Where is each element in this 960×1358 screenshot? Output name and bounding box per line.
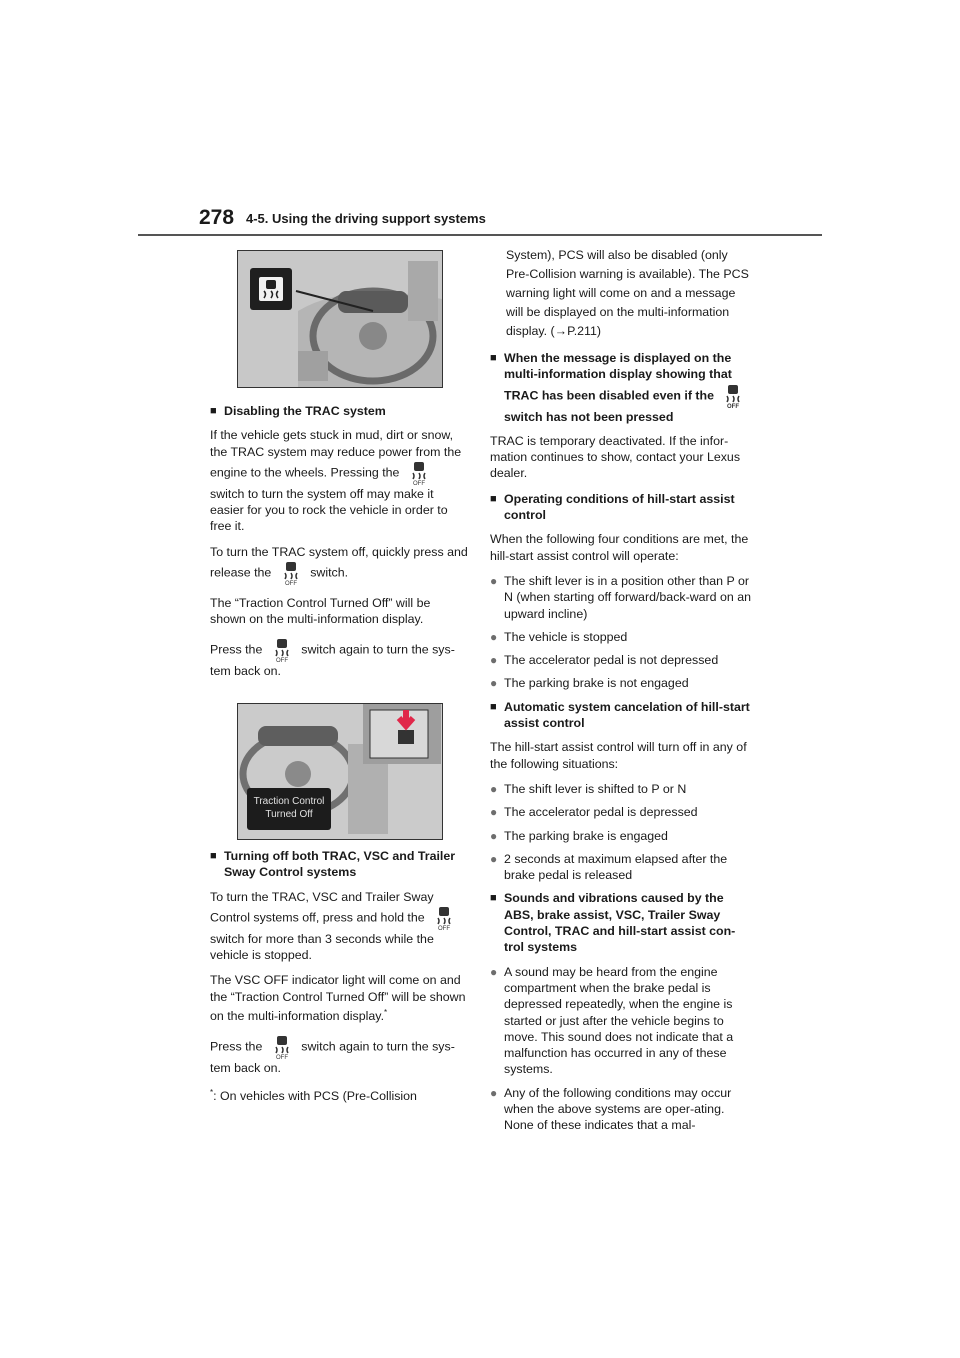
section-heading: ■ Automatic system cancelation of hill-start assist control bbox=[490, 699, 750, 731]
trac-indicator-tile bbox=[250, 268, 292, 310]
paragraph: The VSC OFF indicator light will come on and the “Traction Control Turned Off” will be shown on the multi-information display.* bbox=[210, 973, 466, 1024]
bullet-icon: ● bbox=[490, 653, 498, 668]
heading-marker: ■ bbox=[210, 850, 217, 862]
paragraph: When the following four conditions are met, the hill-start assist control will operate: bbox=[490, 532, 749, 563]
left-column-lower bbox=[210, 848, 468, 1113]
vsc-off-switch-icon bbox=[406, 460, 432, 486]
list-item: ● The vehicle is stopped bbox=[490, 629, 628, 644]
bullet-icon: ● bbox=[490, 1085, 498, 1100]
bullet-icon: ● bbox=[490, 851, 498, 866]
list-item: ● 2 seconds at maximum elapsed after the brake pedal is released bbox=[490, 851, 728, 883]
svg-text:OFF: OFF bbox=[284, 581, 297, 587]
chapter-title: 4-5. Using the driving support systems bbox=[246, 211, 486, 226]
svg-text:OFF: OFF bbox=[412, 480, 425, 486]
dashboard-figure-message bbox=[237, 703, 443, 840]
right-column bbox=[490, 246, 752, 1141]
list-item: ● Any of the following conditions may occur when the above systems are oper-ating. None of these indicates that a mal- bbox=[490, 1085, 732, 1133]
ref-arrow-icon: → bbox=[554, 324, 568, 338]
vsc-off-switch-icon bbox=[431, 905, 457, 931]
vsc-off-switch-icon bbox=[269, 1034, 295, 1060]
list-item: ● The accelerator pedal is depressed bbox=[490, 805, 698, 820]
section-heading: ■ Operating conditions of hill-start assist control bbox=[490, 491, 735, 523]
bullet-icon: ● bbox=[490, 805, 498, 820]
footnote-mark: * bbox=[384, 1008, 388, 1018]
bullet-icon: ● bbox=[490, 573, 498, 588]
footnote: *: On vehicles with PCS (Pre-Collision bbox=[210, 1087, 417, 1103]
page-ref-link[interactable]: P.211) bbox=[567, 324, 602, 338]
paragraph: TRAC is temporary deactivated. If the infor-mation continues to show, contact your Lexus dealer. bbox=[490, 433, 741, 481]
svg-text:OFF: OFF bbox=[438, 925, 451, 931]
svg-text:OFF: OFF bbox=[275, 1054, 288, 1060]
paragraph: To turn the TRAC system off, quickly press and release the OFF switch. bbox=[210, 544, 468, 587]
page-header bbox=[199, 206, 819, 236]
bullet-icon: ● bbox=[490, 828, 498, 843]
paragraph: Press the OFF switch again to turn the sys-tem back on. bbox=[210, 637, 468, 679]
paragraph-continued: System), PCS will also be disabled (only Pre-Collision warning is available). The PCS warning light will come on and a message will be displayed on the multi-information display. (→P.211) bbox=[506, 248, 749, 338]
list-item: ● The shift lever is in a position other than P or N (when starting off forward/back-ward on an upward incline) bbox=[490, 573, 752, 621]
heading-marker: ■ bbox=[490, 892, 497, 905]
header-rule bbox=[138, 234, 822, 236]
list-item: ● A sound may be heard from the engine compartment when the brake pedal is depressed repeatedly, when the engine is started or just after the vehicle begins to move. This sound does not indicate that a malfunction has occurred in any of these systems. bbox=[490, 964, 734, 1077]
slip-indicator-icon bbox=[259, 277, 283, 301]
bullet-icon: ● bbox=[490, 629, 498, 644]
heading-marker: ■ bbox=[490, 700, 497, 713]
list-item: ● The accelerator pedal is not depressed bbox=[490, 653, 719, 668]
section-heading: ■ When the message is displayed on the multi-information display showing that TRAC has been disabled even if the OFF switch has not been pressed bbox=[490, 350, 752, 425]
list-item: ● The parking brake is engaged bbox=[490, 828, 668, 843]
bullet-icon: ● bbox=[490, 781, 498, 796]
section-heading: ■ Sounds and vibrations caused by the ABS, brake assist, VSC, Trailer Sway Control, TRAC and hill-start assist con-trol systems bbox=[490, 891, 736, 955]
paragraph: To turn the TRAC, VSC and Trailer Sway Control systems off, press and hold the OFF switch for more than 3 seconds while the vehicle is stopped. bbox=[210, 889, 468, 964]
heading-marker: ■ bbox=[490, 492, 497, 505]
paragraph: If the vehicle gets stuck in mud, dirt or snow, the TRAC system may reduce power from the engine to the wheels. Pressing the OFF switch to turn the system off may make it easier for you to rock the vehicle in order to free it. bbox=[210, 428, 462, 534]
svg-text:OFF: OFF bbox=[727, 403, 740, 409]
section-heading: ■ Turning off both TRAC, VSC and Trailer Sway Control systems bbox=[210, 849, 456, 880]
traction-control-message: Traction Control Turned Off bbox=[247, 788, 331, 830]
paragraph: The “Traction Control Turned Off” will be shown on the multi-information display. bbox=[210, 596, 431, 627]
heading-marker: ■ bbox=[210, 405, 217, 417]
paragraph: Press the OFF switch again to turn the sys-tem back on. bbox=[210, 1034, 468, 1076]
vsc-off-switch-icon bbox=[720, 383, 746, 409]
section-heading: ■ Disabling the TRAC system bbox=[210, 404, 386, 418]
left-column bbox=[210, 403, 468, 688]
svg-text:OFF: OFF bbox=[275, 657, 288, 663]
list-item: ● The parking brake is not engaged bbox=[490, 676, 689, 691]
vsc-off-switch-icon bbox=[278, 560, 304, 586]
bullet-icon: ● bbox=[490, 964, 498, 979]
paragraph: The hill-start assist control will turn off in any of the following situations: bbox=[490, 740, 747, 771]
vsc-off-switch-icon bbox=[269, 637, 295, 663]
dashboard-figure-indicator bbox=[237, 250, 443, 388]
heading-marker: ■ bbox=[490, 352, 497, 364]
bullet-icon: ● bbox=[490, 676, 498, 691]
list-item: ● The shift lever is shifted to P or N bbox=[490, 781, 687, 796]
page-number: 278 bbox=[199, 206, 235, 229]
